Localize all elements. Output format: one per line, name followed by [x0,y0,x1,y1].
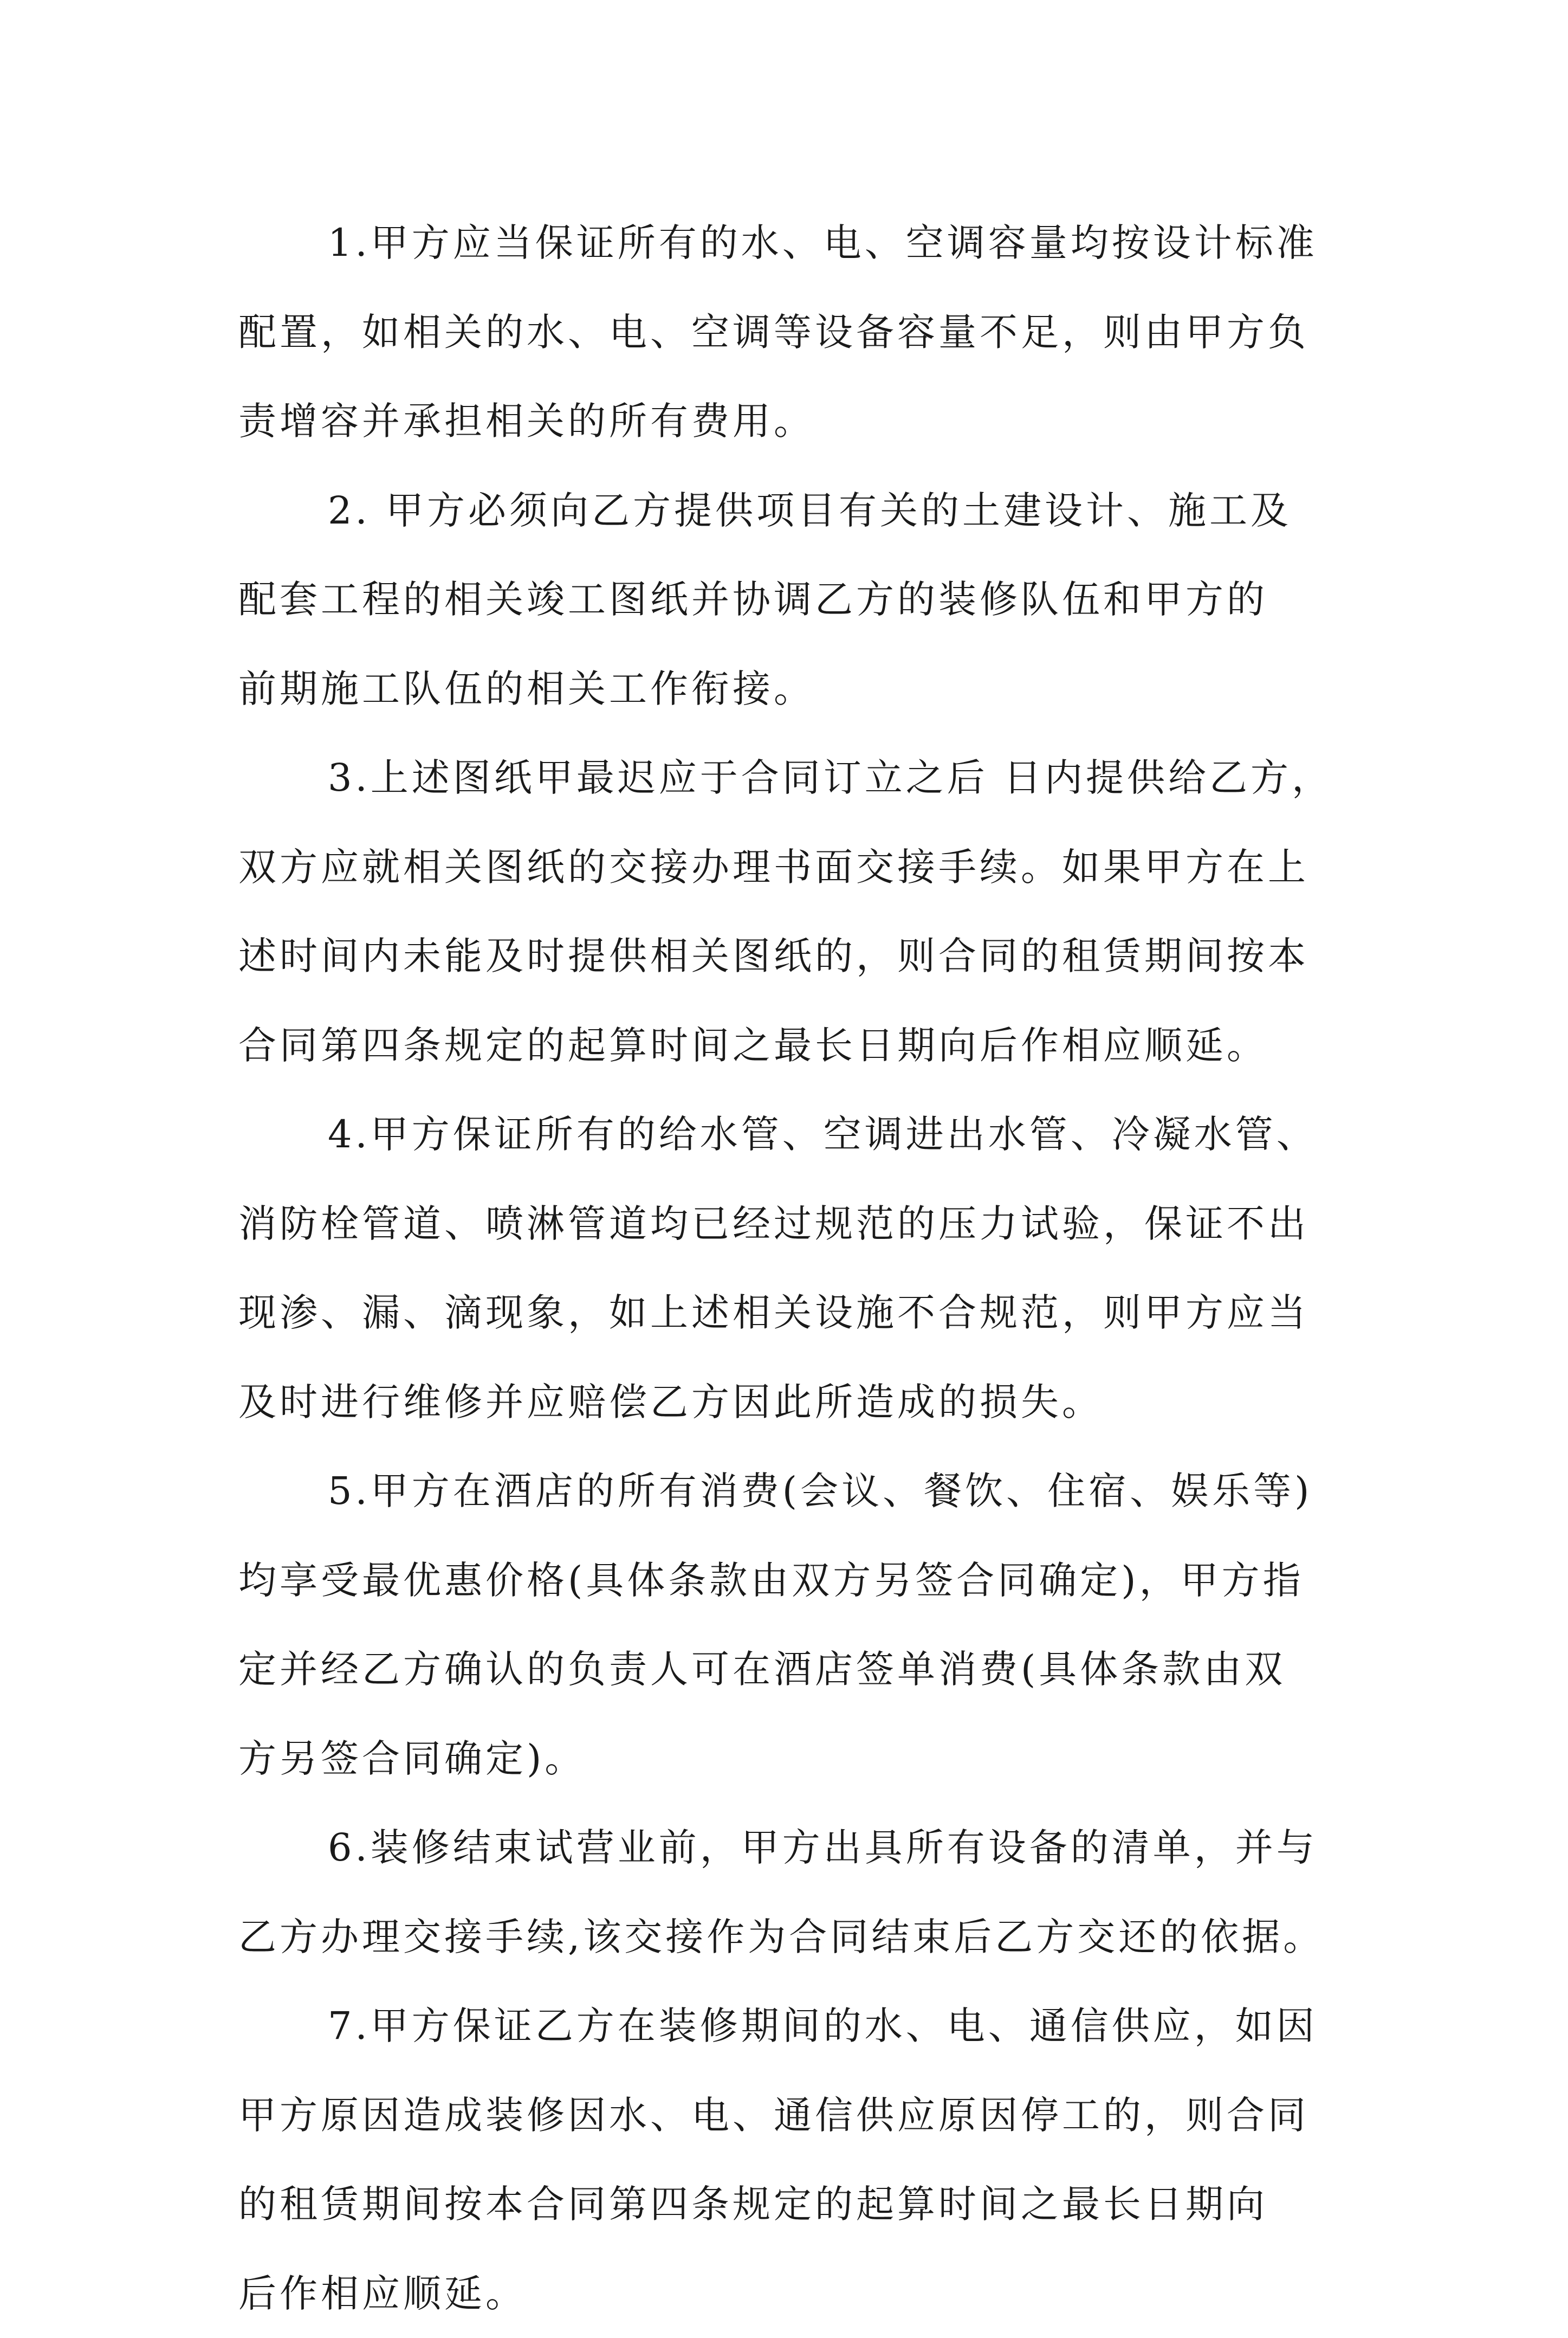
clause-4-line-4: 及时进行维修并应赔偿乙方因此所造成的损失。 [238,1358,1338,1447]
clause-5-line-4: 方另签合同确定)。 [238,1714,1338,1804]
clause-7-line-3: 的租赁期间按本合同第四条规定的起算时间之最长日期向 [238,2160,1338,2249]
clause-4-line-3: 现渗、漏、滴现象，如上述相关设施不合规范，则甲方应当 [238,1268,1338,1358]
clause-7 [238,1981,1338,2338]
clause-6-line-1: 6.装修结束试营业前，甲方出具所有设备的清单，并与 [238,1803,1338,1893]
clause-6-line-2: 乙方办理交接手续,该交接作为合同结束后乙方交还的依据。 [238,1893,1338,1982]
clause-2-line-1: 2. 甲方必须向乙方提供项目有关的土建设计、施工及 [238,466,1338,556]
clause-4 [238,1090,1338,1446]
clause-3-line-4: 合同第四条规定的起算时间之最长日期向后作相应顺延。 [238,1001,1338,1090]
clause-6 [238,1803,1338,1981]
clause-3 [238,733,1338,1090]
clause-4-line-2: 消防栓管道、喷淋管道均已经过规范的压力试验，保证不出 [238,1179,1338,1269]
clause-1-line-1: 1.甲方应当保证所有的水、电、空调容量均按设计标准 [238,198,1338,288]
clause-5 [238,1446,1338,1803]
clause-3-line-2: 双方应就相关图纸的交接办理书面交接手续。如果甲方在上 [238,823,1338,912]
clause-1 [238,198,1338,466]
clause-3-line-3: 述时间内未能及时提供相关图纸的，则合同的租赁期间按本 [238,912,1338,1001]
clause-4-line-1: 4.甲方保证所有的给水管、空调进出水管、冷凝水管、 [238,1090,1338,1179]
document-body [238,198,1338,2338]
clause-1-line-3: 责增容并承担相关的所有费用。 [238,377,1338,466]
clause-7-line-1: 7.甲方保证乙方在装修期间的水、电、通信供应，如因 [238,1981,1338,2071]
clause-2-line-3: 前期施工队伍的相关工作衔接。 [238,644,1338,734]
clause-2 [238,466,1338,734]
clause-5-line-3: 定并经乙方确认的负责人可在酒店签单消费(具体条款由双 [238,1625,1338,1714]
clause-5-line-2: 均享受最优惠价格(具体条款由双方另签合同确定)，甲方指 [238,1536,1338,1625]
clause-7-line-4: 后作相应顺延。 [238,2249,1338,2338]
clause-1-line-2: 配置，如相关的水、电、空调等设备容量不足，则由甲方负 [238,288,1338,377]
clause-3-line-1: 3.上述图纸甲最迟应于合同订立之后 日内提供给乙方， [238,733,1338,823]
clause-5-line-1: 5.甲方在酒店的所有消费(会议、餐饮、住宿、娱乐等) [238,1446,1338,1536]
clause-7-line-2: 甲方原因造成装修因水、电、通信供应原因停工的，则合同 [238,2071,1338,2160]
clause-2-line-2: 配套工程的相关竣工图纸并协调乙方的装修队伍和甲方的 [238,555,1338,644]
